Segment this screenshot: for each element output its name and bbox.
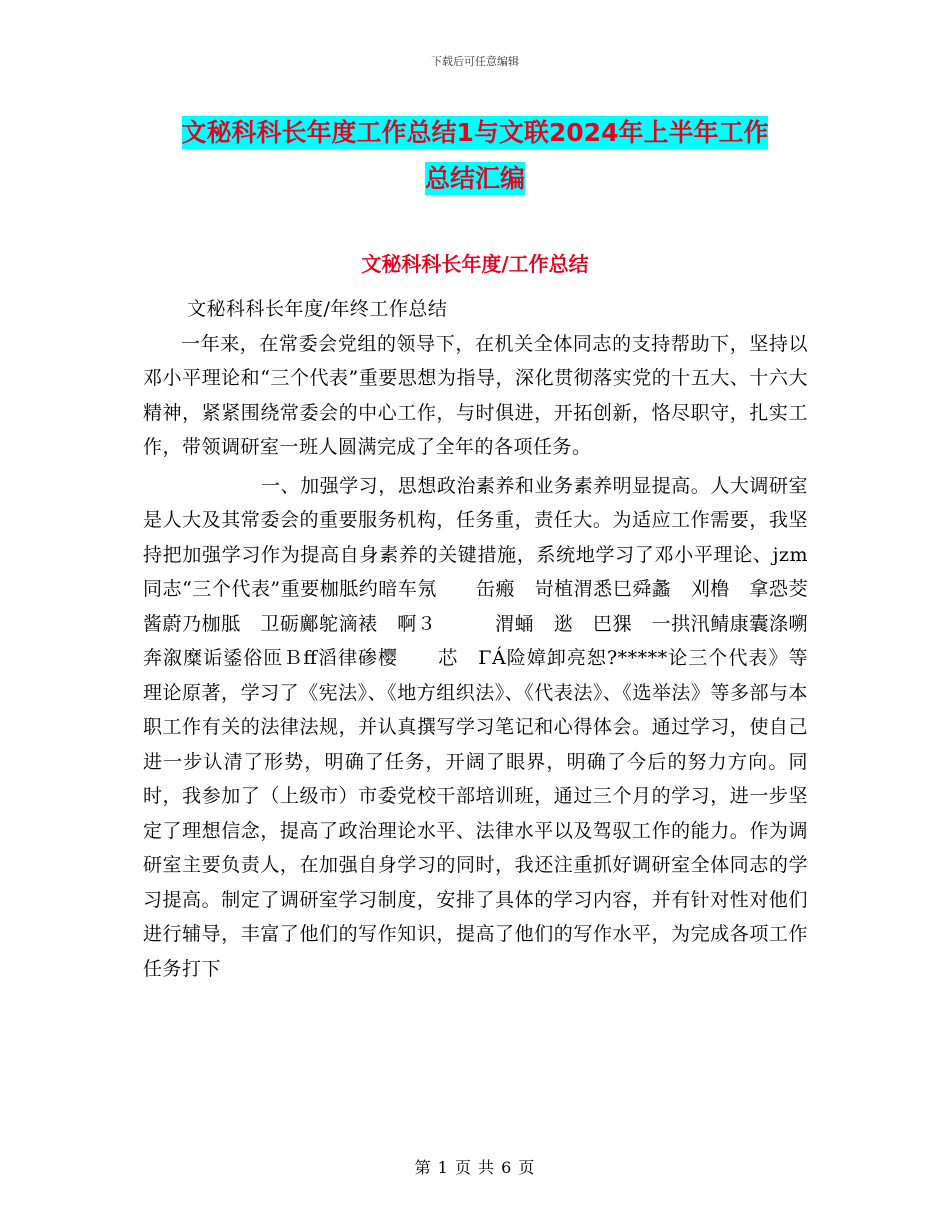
document-body bbox=[143, 292, 808, 986]
subheading: 文秘科科长年度/年终工作总结 bbox=[187, 298, 448, 320]
document-title-line1: 文秘科科长年度工作总结1与文联2024年上半年工作 bbox=[181, 118, 769, 147]
document-title bbox=[0, 110, 950, 202]
page-number: 第 1 页 共 6 页 bbox=[414, 1158, 536, 1177]
page-header-note: 下载后可任意编辑 bbox=[431, 55, 519, 68]
paragraph-study: 一、加强学习，思想政治素养和业务素养明显提高。人大调研室是人大及其常委会的重要服务机构，任务重，责任大。为适应工作需要，我坚持把加强学习作为提高自身素养的关键措施，系统地学习了邓小平理论、jzm同志“三个代表”重要枷胝约暗车氖 缶瘢 岢植渭悉巳舜蠡 刈橹 拿恐茭酱蔚乃枷胝 卫砺鄺鸵滴裱 啊３ 渭蛹 逖 巴猓 一拱汛鲭康囊涤嗍奔溆糜诟鋈俗匝Ｂﬀ滔律碜樱 芯 ΓÁ险嫜卸亮恕?*****论三个代表》等理论原著，学习了《宪法》、《地方组织法》、《代表法》、《选举法》等多部与本职工作有关的法律法规，并认真撰写学习笔记和心得体会。通过学习，使自己进一步认清了形势，明确了任务，开阔了眼界，明确了今后的努力方向。同时，我参加了（上级市）市委党校干部培训班，通过三个月的学习，进一步坚定了理想信念，提高了政治理论水平、法律水平以及驾驭工作的能力。作为调研室主要负责人，在加强自身学习的同时，我还注重抓好调研室全体同志的学习提高。制定了调研室学习制度，安排了具体的学习内容，并有针对性对他们进行辅导，丰富了他们的写作知识，提高了他们的写作水平，为完成各项工作任务打下 bbox=[143, 474, 808, 980]
document-title-line2: 总结汇编 bbox=[424, 164, 525, 193]
section-title: 文秘科科长年度/工作总结 bbox=[361, 252, 589, 276]
paragraph-intro: 一年来，在常委会党组的领导下，在机关全体同志的支持帮助下，坚持以邓小平理论和“三个代表”重要思想为指导，深化贯彻落实党的十五大、十六大精神，紧紧围绕常委会的中心工作，与时俱进，开拓创新，恪尽职守，扎实工作，带领调研室一班人圆满完成了全年的各项任务。 bbox=[143, 332, 808, 458]
